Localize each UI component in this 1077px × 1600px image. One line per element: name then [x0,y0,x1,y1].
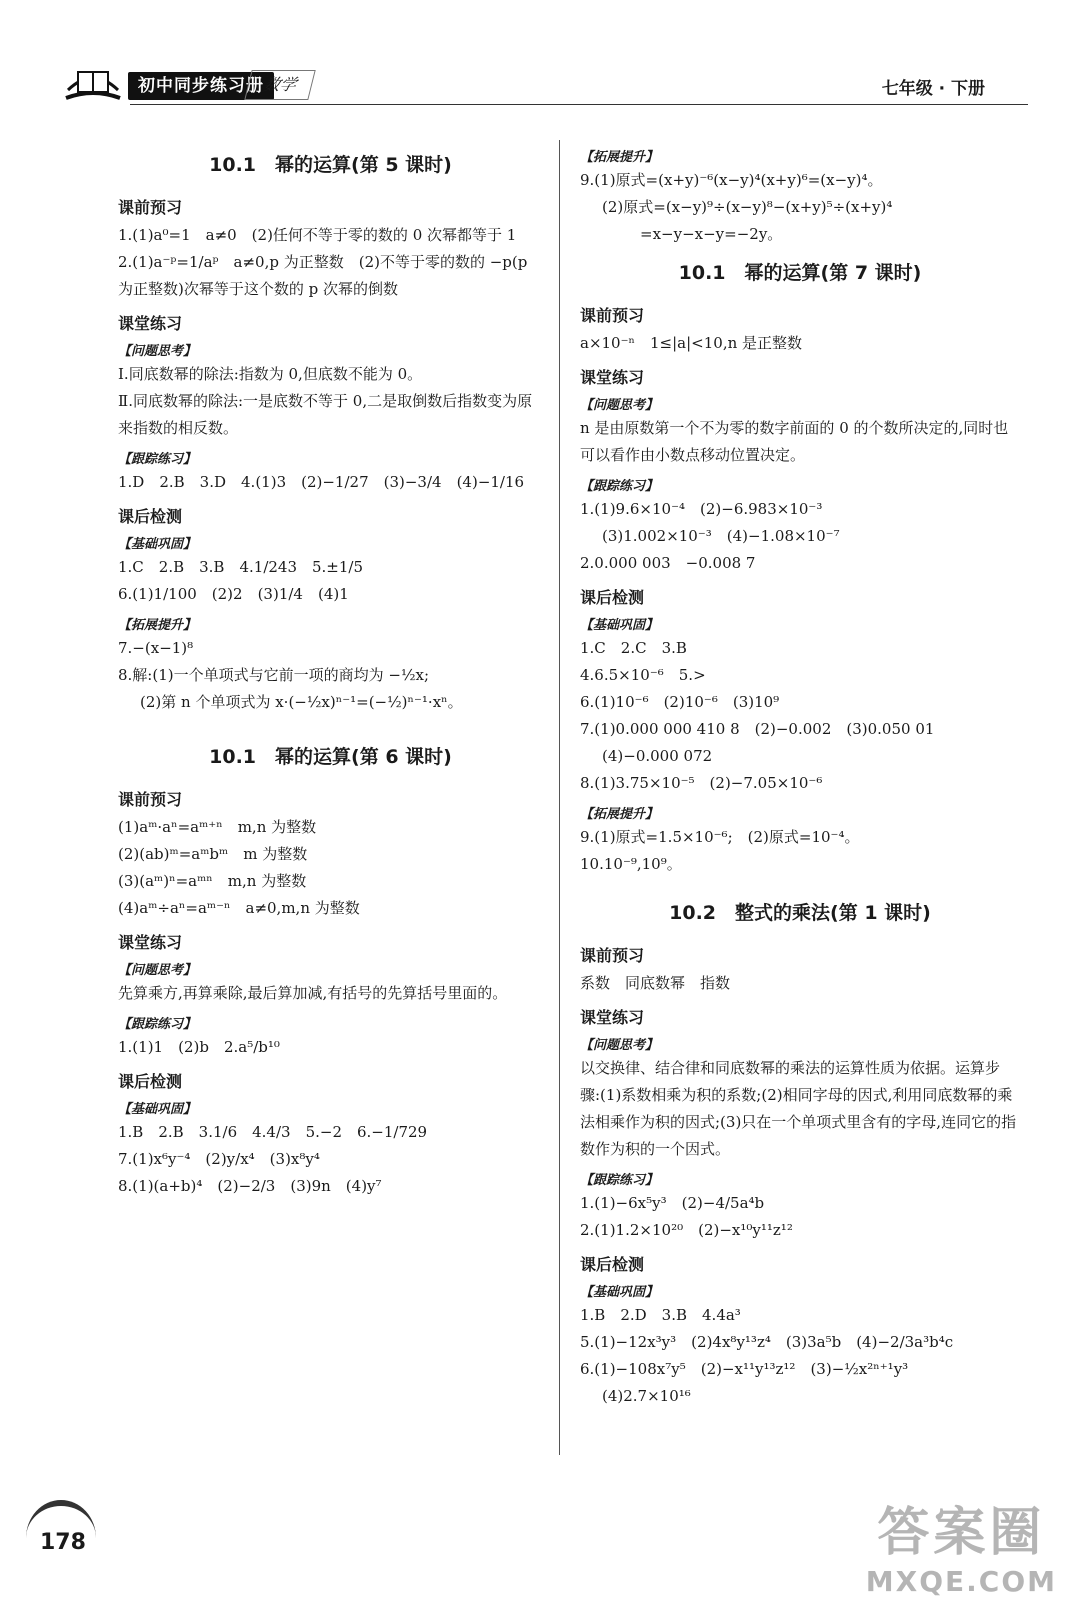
answer-line: 1.C 2.B 3.B 4.1/243 5.±1/5 [118,558,364,576]
answer-line: 7.(1)0.000 000 410 8 (2)−0.002 (3)0.050 01 [580,720,935,738]
answer-line: 8.(1)3.75×10⁻⁵ (2)−7.05×10⁻⁶ [580,774,823,792]
lesson-title: 10.2 整式的乘法(第 1 课时) [669,902,931,924]
answer-line: 1.(1)a⁰=1 a≠0 (2)任何不等于零的数的 0 次幂都等于 1 [118,226,517,244]
answer-line: (2)第 n 个单项式为 x·(−½x)ⁿ⁻¹=(−½)ⁿ⁻¹·xⁿ。 [140,693,463,711]
answer-line: 5.(1)−12x³y³ (2)4x⁸y¹³z⁴ (3)3a⁵b (4)−2/3a³b⁴c [580,1333,954,1351]
answer-line: 1.B 2.B 3.1/6 4.4/3 5.−2 6.−1/729 [118,1123,428,1141]
subsection-tag: 【跟踪练习】 [580,1173,659,1188]
answer-line: (4)aᵐ÷aⁿ=aᵐ⁻ⁿ a≠0,m,n 为整数 [118,899,360,917]
answer-line: 9.(1)原式=1.5×10⁻⁶; (2)原式=10⁻⁴。 [580,828,860,846]
answer-line: 1.(1)9.6×10⁻⁴ (2)−6.983×10⁻³ [580,500,823,518]
subsection-tag: 【问题思考】 [580,1038,659,1053]
answer-line: Ⅰ.同底数幂的除法:指数为 0,但底数不能为 0。 [118,365,423,383]
answer-line: 1.D 2.B 3.D 4.(1)3 (2)−1/27 (3)−3/4 (4)−1/16 [118,473,525,491]
header-rule [130,104,1028,105]
answer-line: 2.0.000 003 −0.008 7 [580,554,756,572]
book-logo-icon [62,60,124,106]
answer-line: 1.C 2.C 3.B [580,639,687,657]
grade-label: 七年级 · 下册 [881,79,985,99]
answer-line: 2.(1)a⁻ᵖ=1/aᵖ a≠0,p 为正整数 (2)不等于零的数的 −p(p 为正整数)次幂等于这个数的 p 次幂的倒数 [118,253,533,298]
subsection-tag: 【跟踪练习】 [118,452,197,467]
answer-line: 1.B 2.D 3.B 4.4a³ [580,1306,741,1324]
answer-line: 先算乘方,再算乘除,最后算加减,有括号的先算括号里面的。 [118,984,508,1002]
section-heading: 课后检测 [118,1072,183,1091]
answer-line: 以交换律、结合律和同底数幂的乘法的运算性质为依据。运算步骤:(1)系数相乘为积的系数;(2)相同字母的因式,利用同底数幂的乘法相乘作为积的因式;(3)只在一个单项式里含有的字母,连同它的指数作为积的一个因式。 [580,1059,1017,1158]
answer-line: 2.(1)1.2×10²⁰ (2)−x¹⁰y¹¹z¹² [580,1221,793,1239]
answer-line: (3)(aᵐ)ⁿ=aᵐⁿ m,n 为整数 [118,872,307,890]
answer-line: 1.(1)1 (2)b 2.a⁵/b¹⁰ [118,1038,280,1056]
section-heading: 课前预习 [118,790,183,809]
answer-line: 6.(1)1/100 (2)2 (3)1/4 (4)1 [118,585,349,603]
watermark-url: MXQE.COM [865,1565,1057,1598]
answer-line: 6.(1)−108x⁷y⁵ (2)−x¹¹y¹³z¹² (3)−½x²ⁿ⁺¹y³ [580,1360,909,1378]
answer-line: 6.(1)10⁻⁶ (2)10⁻⁶ (3)10⁹ [580,693,780,711]
answer-line: 9.(1)原式=(x+y)⁻⁶(x−y)⁴(x+y)⁶=(x−y)⁴。 [580,171,883,189]
page-number: 178 [40,1530,86,1555]
subsection-tag: 【跟踪练习】 [118,1017,197,1032]
right-column [580,140,1020,1410]
answer-line: 7.−(x−1)⁸ [118,639,194,657]
section-heading: 课后检测 [580,1255,645,1274]
left-column [118,140,543,1200]
answer-line: 4.6.5×10⁻⁶ 5.> [580,666,706,684]
answer-line: (4)−0.000 072 [602,747,713,765]
subsection-tag: 【基础巩固】 [118,1102,197,1117]
section-heading: 课后检测 [118,507,183,526]
subject-label: 数学 [244,70,315,100]
section-heading: 课前预习 [118,198,183,217]
answer-line: 10.10⁻⁹,10⁹。 [580,855,682,873]
lesson-title: 10.1 幂的运算(第 5 课时) [209,154,452,176]
subsection-tag: 【问题思考】 [118,344,197,359]
answer-line: a×10⁻ⁿ 1≤|a|<10,n 是正整数 [580,334,803,352]
subsection-tag: 【问题思考】 [580,398,659,413]
answer-line: (4)2.7×10¹⁶ [602,1387,691,1405]
subsection-tag: 【基础巩固】 [580,618,659,633]
answer-line: (3)1.002×10⁻³ (4)−1.08×10⁻⁷ [602,527,840,545]
subsection-tag: 【跟踪练习】 [580,479,659,494]
section-heading: 课堂练习 [580,1008,645,1027]
answer-line: =x−y−x−y=−2y。 [640,225,783,243]
answer-line: 7.(1)x⁶y⁻⁴ (2)y/x⁴ (3)x⁸y⁴ [118,1150,320,1168]
answer-line: 1.(1)−6x⁵y³ (2)−4/5a⁴b [580,1194,765,1212]
answer-line: 8.解:(1)一个单项式与它前一项的商均为 −½x; [118,666,430,684]
lesson-title: 10.1 幂的运算(第 6 课时) [209,746,452,768]
column-divider [559,140,560,1455]
answer-line: 8.(1)(a+b)⁴ (2)−2/3 (3)9n (4)y⁷ [118,1177,382,1195]
answer-line: n 是由原数第一个不为零的数字前面的 0 的个数所决定的,同时也可以看作由小数点移动位置决定。 [580,419,1009,464]
watermark-text: 答案圈 [877,1503,1046,1563]
subsection-tag: 【问题思考】 [118,963,197,978]
answer-line: (1)aᵐ·aⁿ=aᵐ⁺ⁿ m,n 为整数 [118,818,317,836]
section-heading: 课前预习 [580,946,645,965]
subsection-tag: 【拓展提升】 [580,150,659,165]
section-heading: 课后检测 [580,588,645,607]
lesson-title: 10.1 幂的运算(第 7 课时) [678,262,922,284]
answer-line: (2)(ab)ᵐ=aᵐbᵐ m 为整数 [118,845,308,863]
subsection-tag: 【拓展提升】 [118,618,197,633]
section-heading: 课前预习 [580,306,645,325]
answer-line: 系数 同底数幂 指数 [580,974,731,992]
subsection-tag: 【拓展提升】 [580,807,659,822]
section-heading: 课堂练习 [580,368,645,387]
section-heading: 课堂练习 [118,314,183,333]
subsection-tag: 【基础巩固】 [580,1285,659,1300]
page-header [50,60,1025,108]
series-title: 初中同步练习册 [128,72,274,100]
section-heading: 课堂练习 [118,933,183,952]
answer-line: (2)原式=(x−y)⁹÷(x−y)⁸−(x+y)⁵÷(x+y)⁴ [602,198,893,216]
answer-line: Ⅱ.同底数幂的除法:一是底数不等于 0,二是取倒数后指数变为原来指数的相反数。 [118,392,533,437]
subsection-tag: 【基础巩固】 [118,537,197,552]
watermark [866,1490,1057,1598]
